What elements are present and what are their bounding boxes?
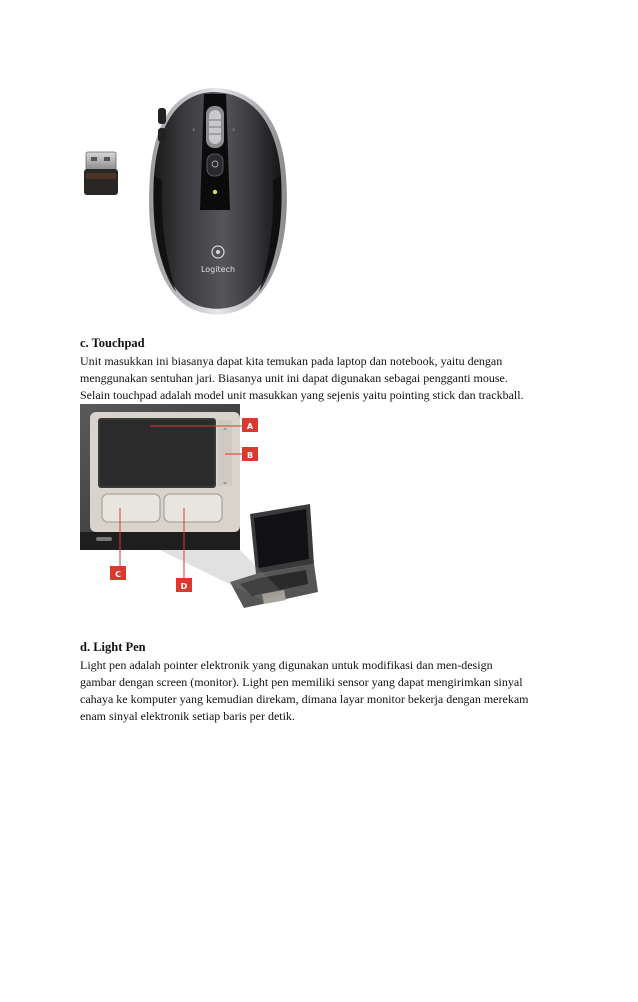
paragraph-light-pen xyxy=(80,657,560,725)
paragraph-line: cahaya ke komputer yang kemudian direkam, dimana layar monitor bekerja dengan merekam xyxy=(80,692,529,706)
paragraph-line: Light pen adalah pointer elektronik yang digunakan untuk modifikasi dan men-design xyxy=(80,658,493,672)
svg-text:B: B xyxy=(246,451,254,460)
paragraph-line: Unit masukkan ini biasanya dapat kita temukan pada laptop dan notebook, yaitu dengan xyxy=(80,354,503,368)
svg-text:‹: ‹ xyxy=(192,125,196,134)
svg-text:A: A xyxy=(246,422,254,431)
paragraph-line: gambar dengan screen (monitor). Light pen memiliki sensor yang dapat mengirimkan sinyal xyxy=(80,675,523,689)
paragraph-line: menggunakan sentuhan jari. Biasanya unit ini dapat digunakan sebagai pengganti mouse. xyxy=(80,371,508,385)
paragraph-line: Selain touchpad adalah model unit masukkan yang sejenis yaitu pointing stick dan trackball. xyxy=(80,388,524,402)
paragraph-touchpad xyxy=(80,353,560,404)
callout-c xyxy=(110,566,126,580)
mouse-illustration xyxy=(80,80,300,320)
callout-d xyxy=(176,578,192,592)
paragraph-line: enam sinyal elektronik setiap baris per detik. xyxy=(80,709,295,723)
svg-text:›: › xyxy=(232,125,236,134)
usb-receiver xyxy=(84,152,118,195)
mouse-brand-text: Logitech xyxy=(200,265,236,274)
svg-text:⌄: ⌄ xyxy=(221,477,229,486)
svg-text:C: C xyxy=(115,570,121,579)
mouse-figure xyxy=(80,80,300,320)
logitech-mouse xyxy=(149,88,287,315)
callout-b xyxy=(242,447,258,461)
heading-light-pen: d. Light Pen xyxy=(80,640,146,654)
svg-text:⌃: ⌃ xyxy=(221,427,229,436)
heading-touchpad: c. Touchpad xyxy=(80,336,145,350)
touchpad-figure xyxy=(80,404,320,622)
svg-text:D: D xyxy=(180,582,188,591)
callout-a xyxy=(242,418,258,432)
touchpad-illustration xyxy=(80,404,320,622)
